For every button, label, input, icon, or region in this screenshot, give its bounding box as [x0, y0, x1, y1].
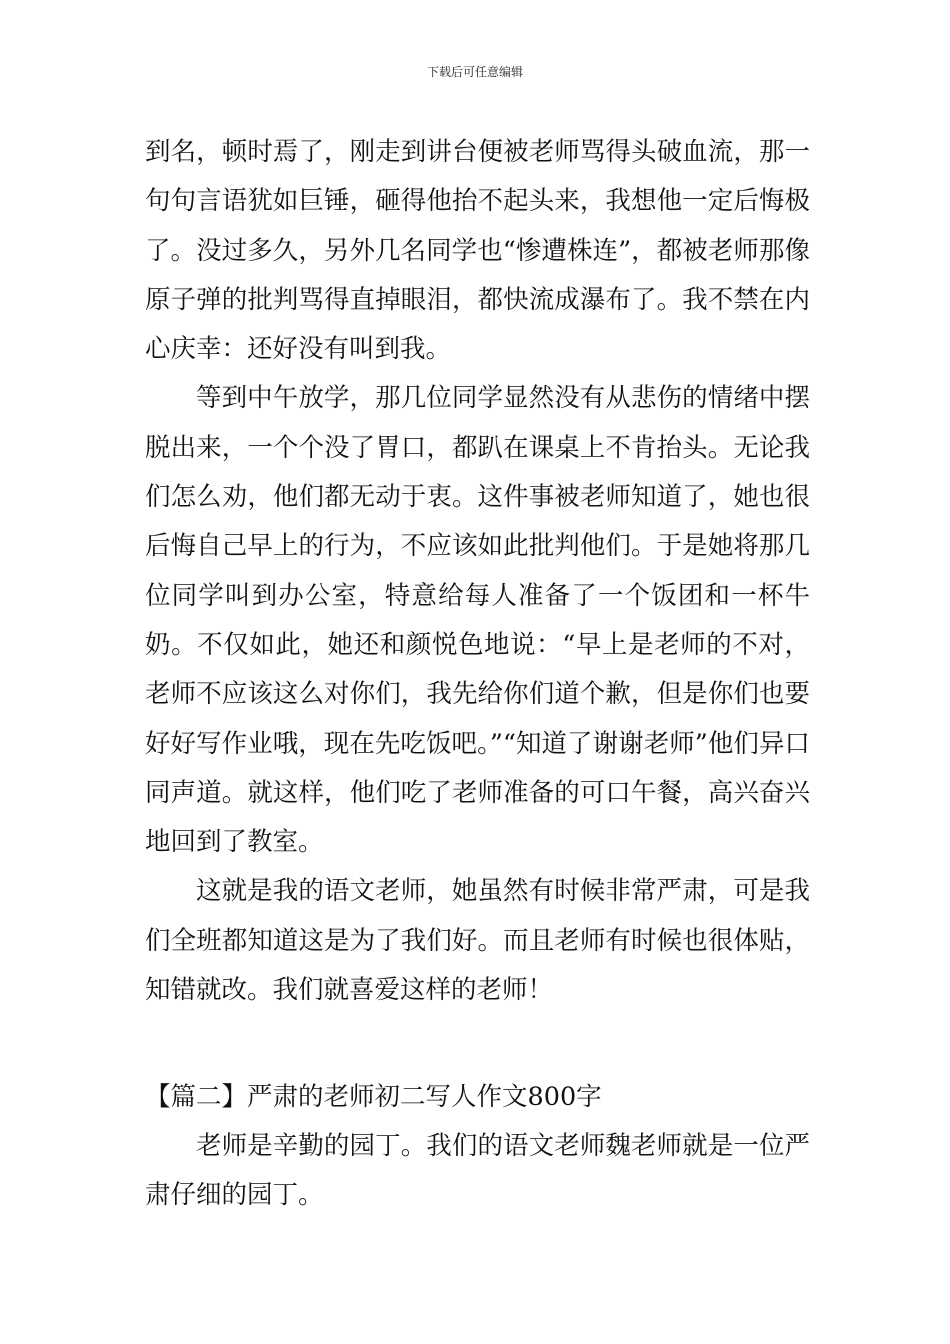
- essay-body: [145, 128, 810, 1015]
- section-title: 【篇二】严肃的老师初二写人作文800字: [145, 1082, 602, 1112]
- paragraph: 老师是辛勤的园丁。我们的语文老师魏老师就是一位严肃仔细的园丁。: [145, 1131, 810, 1211]
- page-header: 下载后可任意编辑: [426, 65, 523, 79]
- paragraph: 等到中午放学，那几位同学显然没有从悲伤的情绪中摆脱出来，一个个没了胃口，都趴在课桌上不肯抬头。无论我们怎么劝，他们都无动于衷。这件事被老师知道了，她也很后悔自己早上的行为，不应该如此批判他们。于是她将那几位同学叫到办公室，特意给每人准备了一个饭团和一杯牛奶。不仅如此，她还和颜悦色地说：“早上是老师的不对，老师不应该这么对你们，我先给你们道个歉，但是你们也要好好写作业哦，现在先吃饭吧。”“知道了谢谢老师”他们异口同声道。就这样，他们吃了老师准备的可口午餐，高兴奋兴地回到了教室。: [145, 383, 810, 858]
- section-body: [145, 1122, 810, 1221]
- paragraph: 这就是我的语文老师，她虽然有时候非常严肃，可是我们全班都知道这是为了我们好。而且老师有时候也很体贴，知错就改。我们就喜爱这样的老师！: [145, 876, 810, 1006]
- paragraph: 到名，顿时焉了，刚走到讲台便被老师骂得头破血流，那一句句言语犹如巨锤，砸得他抬不起头来，我想他一定后悔极了。没过多久，另外几名同学也“惨遭株连”，都被老师那像原子弹的批判骂得直掉眼泪，都快流成瀑布了。我不禁在内心庆幸：还好没有叫到我。: [145, 137, 810, 365]
